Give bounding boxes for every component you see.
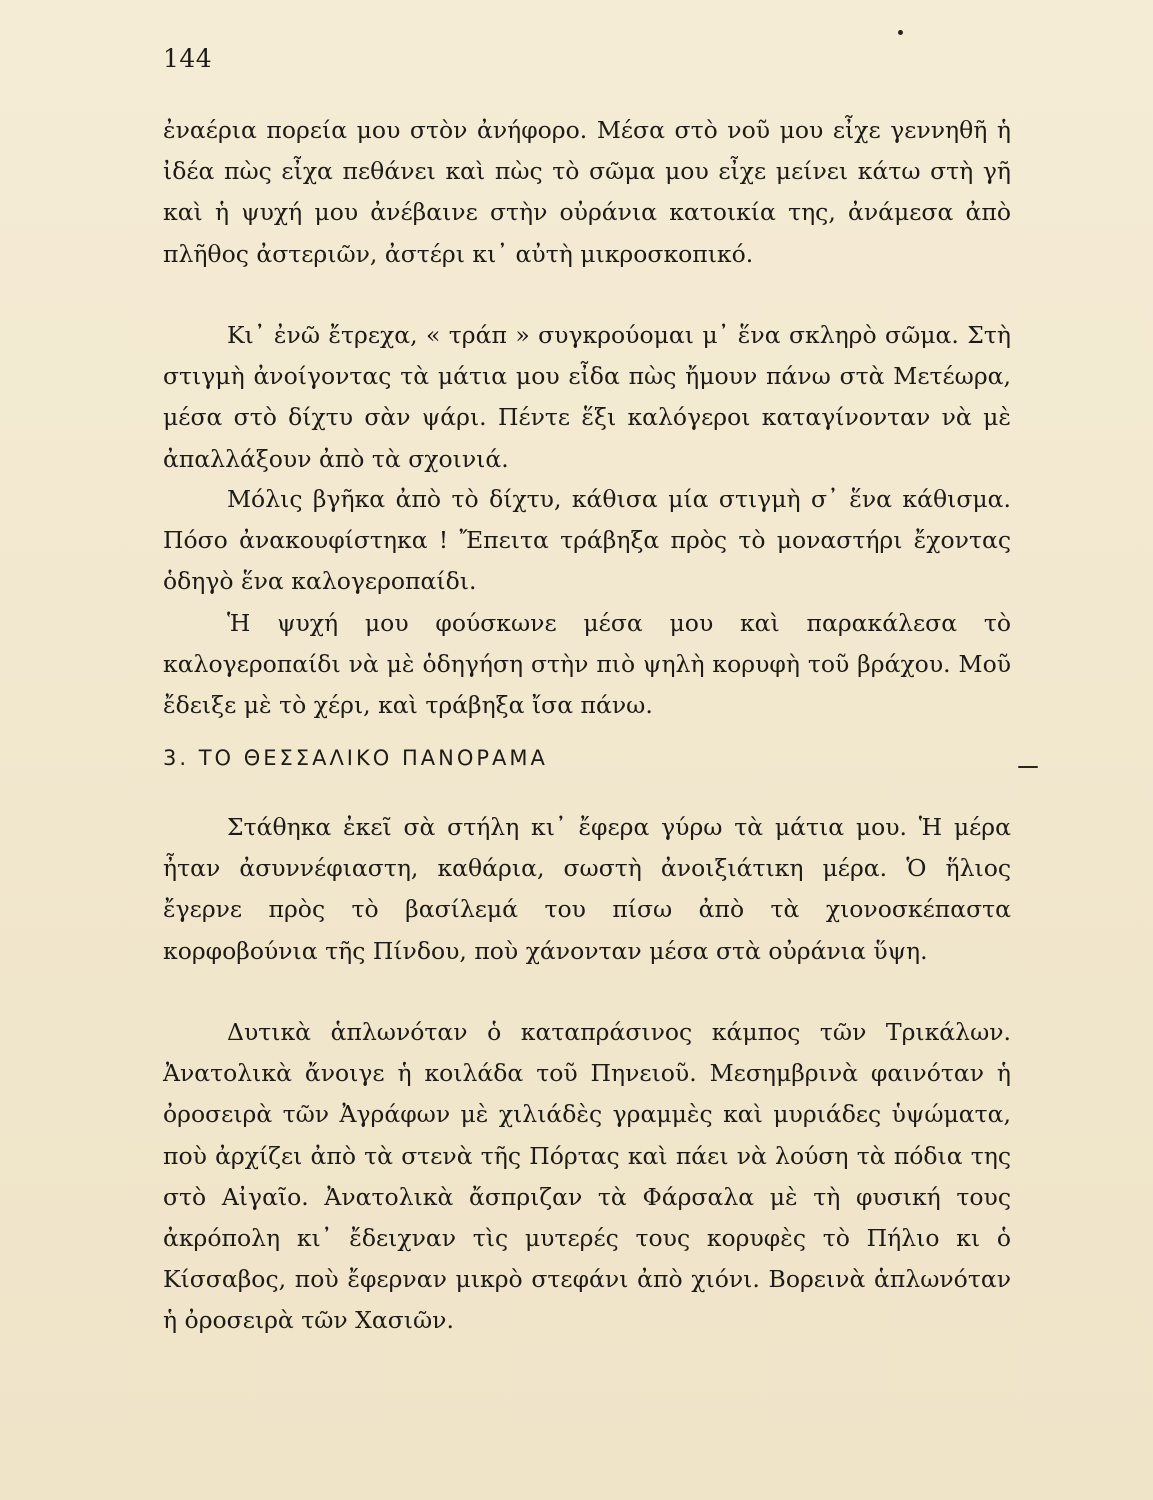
paragraph-climb: Ἡ ψυχή μου φούσκωνε μέσα μου καὶ παρακάλεσα τὸ καλογεροπαίδι νὰ μὲ ὁδηγήση στὴν πιὸ ψηλὴ κορυφὴ τοῦ βράχου. Μοῦ ἔδειξε μὲ τὸ χέρι, καὶ τράβηξα ἴσα πάνω.: [163, 609, 1011, 720]
paragraph-panorama: Δυτικὰ ἁπλωνόταν ὁ καταπράσινος κάμπος τῶν Τρικάλων. Ἀνατολικὰ ἄνοιγε ἡ κοιλάδα τοῦ Πηνειοῦ. Μεσημβρινὰ φαινόταν ἡ ὀροσειρὰ τῶν Ἀγράφων μὲ χιλιάδὲς γραμμὲς καὶ μυριάδες ὑψώματα, ποὺ ἀρχίζει ἀπὸ τὰ στενὰ τῆς Πόρτας καὶ πάει νὰ λούση τὰ πόδια της στὸ Αἰγαῖο. Ἀνατολικὰ ἄσπριζαν τὰ Φάρσαλα μὲ τὴ φυσική τους ἀκρόπολη κι᾽ ἔδειχναν τὶς μυτερές τους κορυφὲς τὸ Πήλιο κι ὁ Κίσσαβος, ποὺ ἔφερναν μικρὸ στεφάνι ἀπὸ χιόνι. Βορεινὰ ἁπλωνόταν ἡ ὀροσειρὰ τῶν Χασιῶν.: [163, 1018, 1011, 1335]
paragraph-view: Στάθηκα ἐκεῖ σὰ στήλη κι᾽ ἔφερα γύρω τὰ μάτια μου. Ἡ μέρα ἦταν ἀσυννέφιαστη, καθάρια, σωστὴ ἀνοιξιάτικη μέρα. Ὁ ἥλιος ἔγερνε πρὸς τὸ βασίλεμά του πίσω ἀπὸ τὰ χιονοσκέπαστα κορφοβούνια τῆς Πίνδου, ποὺ χάνονταν μέσα στὰ οὐράνια ὕψη.: [163, 813, 1011, 965]
ink-mark: [1018, 766, 1038, 768]
ink-speck: [898, 30, 903, 35]
paragraph-continuation: ἐναέρια πορεία μου στὸν ἀνήφορο. Μέσα στὸ νοῦ μου εἶχε γεννηθῆ ἡ ἰδέα πὼς εἶχα πεθάνει καὶ πὼς τὸ σῶμα μου εἶχε μείνει κάτω στὴ γῆ καὶ ἡ ψυχή μου ἀνέβαινε στὴν οὐράνια κατοικία της, ἀνάμεσα ἀπὸ πλῆθος ἀστεριῶν, ἀστέρι κι᾽ αὐτὴ μικροσκοπικό.: [163, 116, 1011, 268]
paragraph-collision: Κι᾽ ἐνῶ ἔτρεχα, « τράπ » συγκρούομαι μ᾽ ἕνα σκληρὸ σῶμα. Στὴ στιγμὴ ἀνοίγοντας τὰ μάτια μου εἶδα πὼς ἤμουν πάνω στὰ Μετέωρα, μέσα στὸ δίχτυ σὰν ψάρι. Πέντε ἕξι καλόγεροι καταγίνονταν νὰ μὲ ἀπαλλάξουν ἀπὸ τὰ σχοινιά.: [163, 321, 1011, 473]
paragraph-relief: Μόλις βγῆκα ἀπὸ τὸ δίχτυ, κάθισα μία στιγμὴ σ᾽ ἕνα κάθισμα. Πόσο ἀνακουφίστηκα ! Ἔπειτα τράβηξα πρὸς τὸ μοναστήρι ἔχοντας ὁδηγὸ ἕνα καλογεροπαίδι.: [163, 485, 1011, 596]
page-number: 144: [163, 44, 213, 73]
section-heading: 3. ΤΟ ΘΕΣΣΑΛΙΚΟ ΠΑΝΟΡΑΜΑ: [163, 746, 548, 770]
